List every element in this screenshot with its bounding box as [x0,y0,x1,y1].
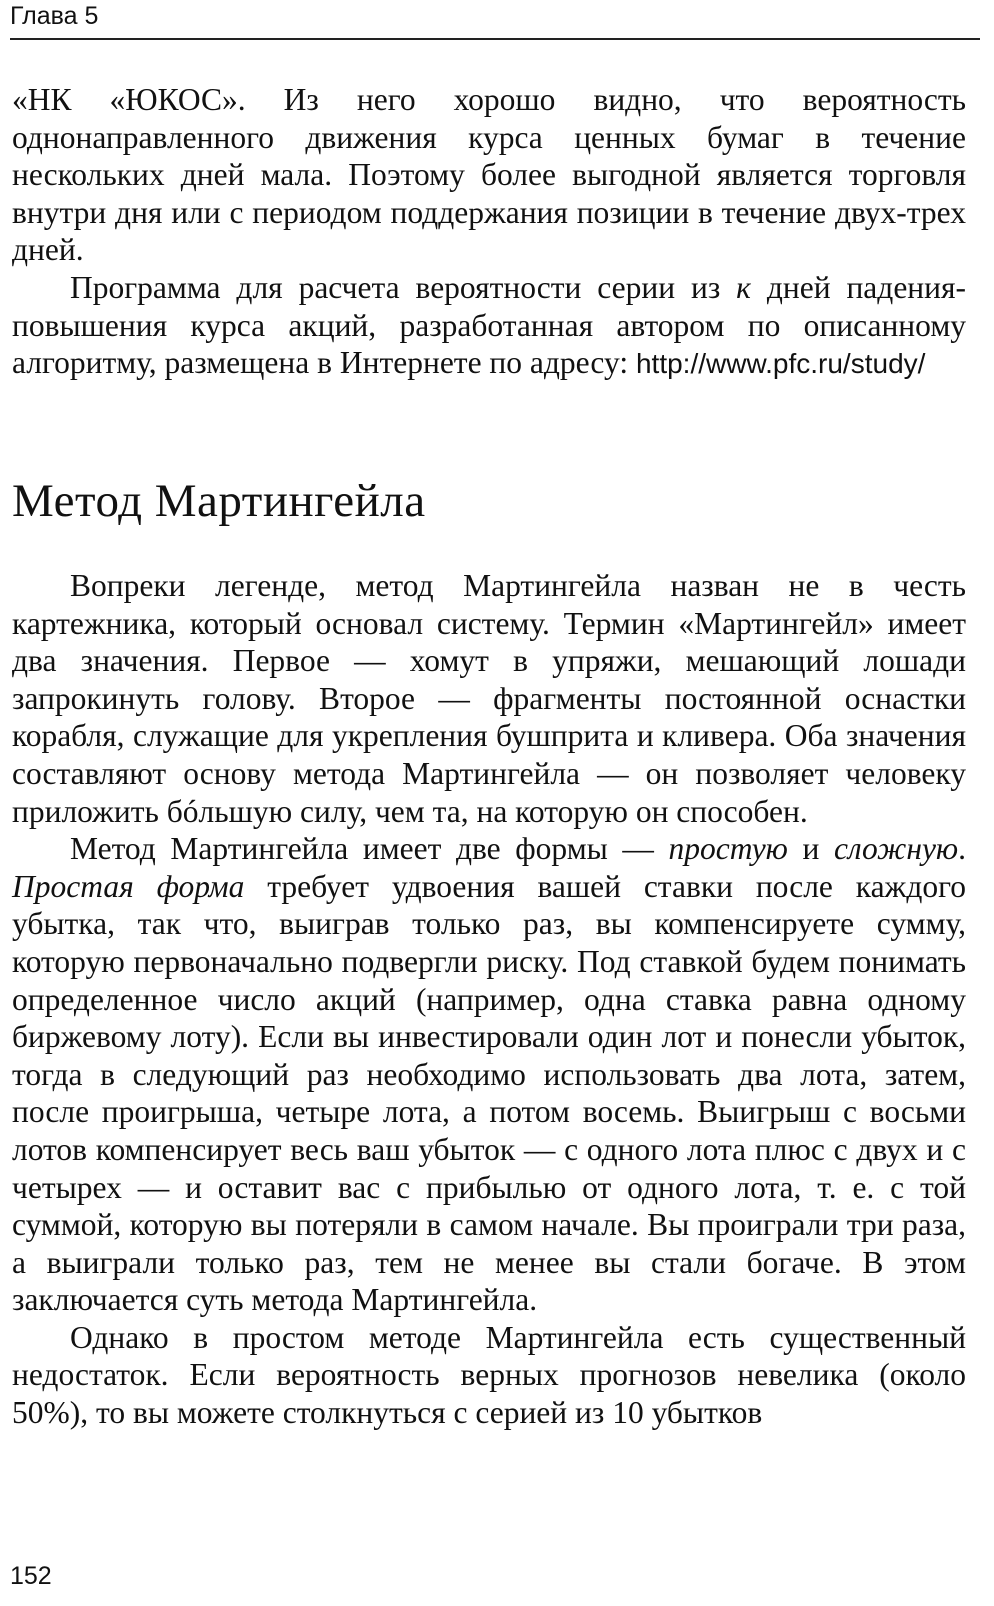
variable-k: к [736,269,751,305]
chapter-label: Глава 5 [10,2,99,30]
p2-rest: требует удвоения вашей ставки после каждого убытка, так что, выиграв только раз, вы компенсируете сумму, которую первоначально подвергли риску. Под ставкой будем понимать определенное число акций (например, одна ставка равна одному биржевому лоту). Если вы инвестировали один лот и понесли убыток, тогда в следующий раз необходимо использовать два лота, затем, после проигрыша, четыре лота, а потом восемь. Выигрыш с восьми лотов компенсирует весь ваш убыток — с одного лота плюс с двух и с четырех — и оставит вас с прибылью от одного лота, т. е. с той суммой, которую вы потеряли в самом начале. Вы проиграли три раза, а выиграли только раз, тем не менее вы стали богаче. В этом заключается суть метода Мартингейла. [12,868,966,1318]
intro-paragraph-1: «НК «ЮКОС». Из него хорошо видно, что вероятность однонаправленного движения курса ценных бумаг в течение нескольких дней мала. Поэтому более выгодной является торговля внутри дня или с периодом поддержания позиции в течение двух-трех дней. [12,82,966,268]
study-url: http://www.pfc.ru/study/ [635,348,926,380]
p2-and: и [787,831,834,867]
term-simple-form: Простая форма [12,868,245,904]
section-text [12,567,966,1432]
p2-start: Метод Мартингейла имеет две формы — [70,831,669,867]
intro-p2-middle: дней падения-повышения курса акций, разработанная автором по описанному алгоритму, размещена в Интернете по адресу: [12,269,966,381]
intro-paragraph-2 [12,269,966,383]
section-paragraph-1: Вопреки легенде, метод Мартингейла назван не в честь картежника, который основал систему. Термин «Мартингейл» имеет два значения. Первое — хомут в упряжи, мешающий лошади запрокинуть голову. Второе — фрагменты постоянной оснастки корабля, служащие для укрепления бушприта и кливера. Оба значения составляют основу метода Мартингейла — он позволяет человеку приложить бóльшую силу, чем та, на которую он способен. [12,568,966,829]
page-number: 152 [10,1562,52,1590]
intro-text [12,81,966,383]
section-heading: Метод Мартингейла [12,475,426,527]
p2-dot: . [958,831,967,867]
intro-p2-start: Программа для расчета вероятности серии из [70,269,737,305]
running-header [10,0,980,40]
section-paragraph-3: Однако в простом методе Мартингейла есть существенный недостаток. Если вероятность верных прогнозов невелика (около 50%), то вы можете столкнуться с серией из 10 убытков [12,1319,966,1431]
section-paragraph-2 [12,830,966,1319]
term-complex: сложную [833,831,959,867]
term-simple: простую [668,831,788,867]
